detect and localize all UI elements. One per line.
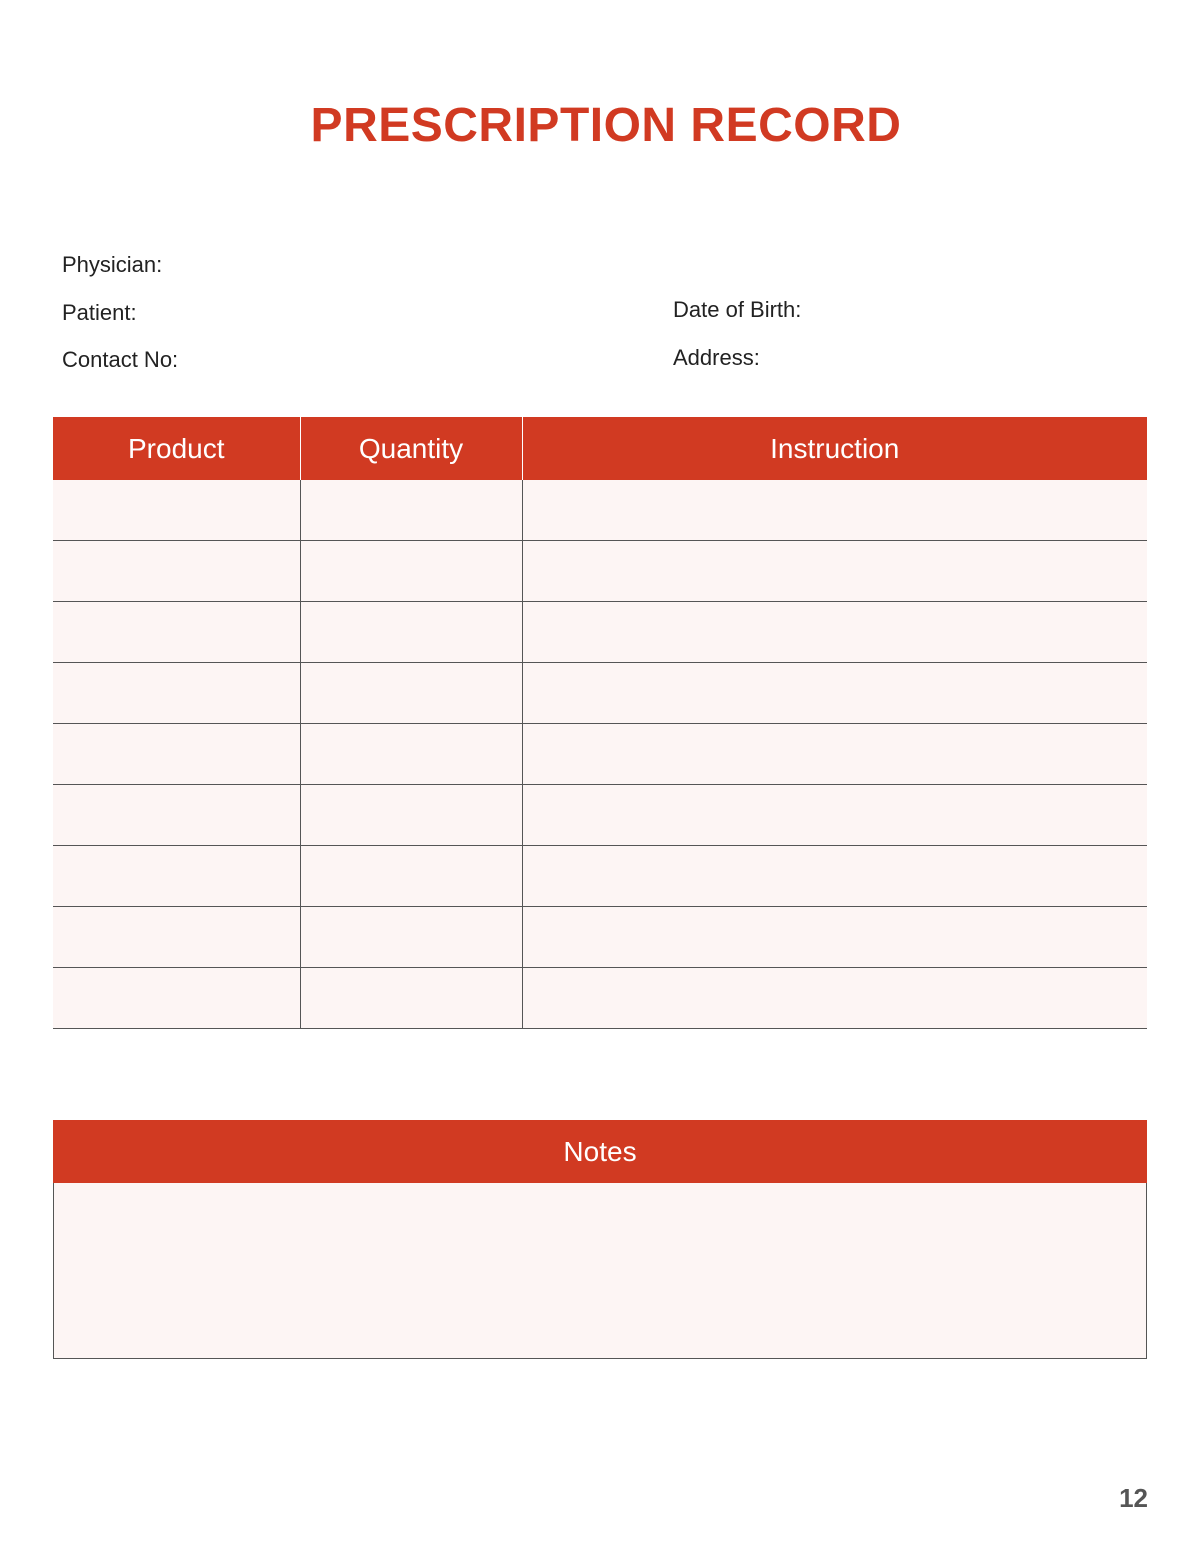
table-row [53, 724, 1147, 785]
instruction-cell[interactable] [522, 785, 1147, 846]
instruction-cell[interactable] [522, 541, 1147, 602]
table-row [53, 785, 1147, 846]
physician-label: Physician: [62, 252, 163, 277]
column-header-product: Product [53, 417, 300, 480]
column-header-instruction: Instruction [522, 417, 1147, 480]
quantity-cell[interactable] [300, 602, 522, 663]
contact-label: Contact No: [62, 347, 179, 372]
table-row [53, 968, 1147, 1029]
notes-header: Notes [53, 1120, 1147, 1183]
product-cell[interactable] [53, 541, 300, 602]
quantity-cell[interactable] [300, 724, 522, 785]
product-cell[interactable] [53, 785, 300, 846]
product-cell[interactable] [53, 480, 300, 541]
quantity-cell[interactable] [300, 968, 522, 1029]
instruction-cell[interactable] [522, 602, 1147, 663]
date-of-birth-label: Date of Birth: [673, 297, 802, 322]
table-row [53, 907, 1147, 968]
product-cell[interactable] [53, 602, 300, 663]
quantity-cell[interactable] [300, 846, 522, 907]
page-number: 12 [1119, 1483, 1148, 1513]
notes-area[interactable] [54, 1183, 1146, 1358]
page-title: PRESCRIPTION RECORD [310, 99, 902, 152]
table-header-row [53, 417, 1147, 480]
table-row [53, 541, 1147, 602]
quantity-cell[interactable] [300, 785, 522, 846]
table-row [53, 846, 1147, 907]
product-cell[interactable] [53, 663, 300, 724]
instruction-cell[interactable] [522, 663, 1147, 724]
table-row [53, 663, 1147, 724]
product-cell[interactable] [53, 968, 300, 1029]
table-row [53, 602, 1147, 663]
notes-section [53, 1120, 1147, 1359]
prescription-table [53, 417, 1147, 1029]
instruction-cell[interactable] [522, 480, 1147, 541]
quantity-cell[interactable] [300, 907, 522, 968]
table-row [53, 480, 1147, 541]
instruction-cell[interactable] [522, 907, 1147, 968]
instruction-cell[interactable] [522, 724, 1147, 785]
quantity-cell[interactable] [300, 480, 522, 541]
quantity-cell[interactable] [300, 541, 522, 602]
address-label: Address: [673, 345, 760, 370]
product-cell[interactable] [53, 724, 300, 785]
quantity-cell[interactable] [300, 663, 522, 724]
instruction-cell[interactable] [522, 846, 1147, 907]
product-cell[interactable] [53, 907, 300, 968]
patient-label: Patient: [62, 300, 137, 325]
product-cell[interactable] [53, 846, 300, 907]
instruction-cell[interactable] [522, 968, 1147, 1029]
column-header-quantity: Quantity [300, 417, 522, 480]
